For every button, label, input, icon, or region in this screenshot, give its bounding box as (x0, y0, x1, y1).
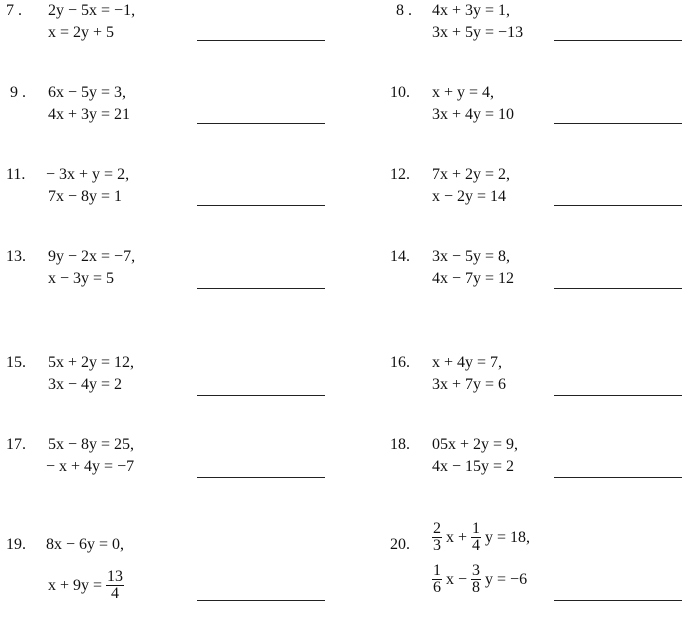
equation-term: x − (446, 571, 468, 589)
equation-1: − 3x + y = 2, (46, 166, 130, 183)
equation-1: 6x − 5y = 3, (48, 84, 127, 101)
answer-blank-9[interactable] (197, 123, 325, 124)
problem-number: 7 . (6, 2, 22, 19)
fraction (471, 563, 481, 596)
fraction (106, 569, 124, 602)
equation-1: 05x + 2y = 9, (432, 436, 519, 453)
answer-blank-12[interactable] (554, 205, 682, 206)
problem-number: 16. (390, 354, 410, 371)
fraction-denominator: 4 (111, 585, 120, 602)
equation-2: x − 3y = 5 (48, 270, 115, 287)
problem-number: 13. (6, 248, 26, 265)
problem-number: 12. (390, 166, 410, 183)
fraction-denominator: 8 (472, 579, 481, 596)
equation-term: y = 18, (485, 529, 531, 547)
fraction-numerator: 2 (433, 520, 441, 537)
equation-1: x + 4y = 7, (432, 354, 503, 371)
equation-1 (432, 522, 530, 555)
fraction-numerator: 3 (472, 562, 481, 579)
problem-number: 9 . (10, 84, 26, 101)
answer-blank-14[interactable] (554, 288, 682, 289)
equation-2: 3x + 5y = −13 (432, 24, 524, 41)
fraction-numerator: 1 (433, 562, 441, 579)
equation-2: 3x + 4y = 10 (432, 106, 515, 123)
answer-blank-20[interactable] (554, 600, 682, 601)
equation-2 (48, 570, 124, 603)
fraction-numerator: 13 (107, 568, 124, 585)
equation-1: 2y − 5x = −1, (48, 2, 136, 19)
equation-2: 4x + 3y = 21 (48, 106, 131, 123)
answer-blank-8[interactable] (554, 40, 682, 41)
fraction-numerator: 1 (472, 520, 481, 537)
fraction-denominator: 6 (433, 579, 441, 596)
problem-number: 8 . (396, 2, 412, 19)
problem-number: 10. (390, 84, 410, 101)
equation-2: x − 2y = 14 (432, 188, 507, 205)
equation-2: 3x − 4y = 2 (48, 376, 123, 393)
problem-number: 19. (6, 536, 26, 553)
answer-blank-19[interactable] (197, 600, 325, 601)
problem-number: 17. (6, 436, 26, 453)
equation-1: x + y = 4, (432, 84, 495, 101)
equation-1: 9y − 2x = −7, (48, 248, 136, 265)
equation-term: y = −6 (485, 571, 528, 589)
equation-1: 5x − 8y = 25, (48, 436, 135, 453)
equation-2: 7x − 8y = 1 (48, 188, 123, 205)
answer-blank-17[interactable] (197, 477, 325, 478)
answer-blank-11[interactable] (197, 205, 325, 206)
answer-blank-18[interactable] (554, 477, 682, 478)
problem-number: 14. (390, 248, 410, 265)
fraction (432, 563, 442, 596)
problem-number: 18. (390, 436, 410, 453)
answer-blank-7[interactable] (197, 40, 325, 41)
problem-number: 15. (6, 354, 26, 371)
fraction-denominator: 3 (433, 537, 441, 554)
answer-blank-16[interactable] (554, 395, 682, 396)
answer-blank-10[interactable] (554, 123, 682, 124)
equation-2: − x + 4y = −7 (46, 458, 135, 475)
equation-2: 4x − 7y = 12 (432, 270, 515, 287)
problem-number: 11. (6, 166, 26, 183)
fraction (471, 521, 481, 554)
problem-number: 20. (390, 536, 410, 553)
equation-lhs: x + 9y = (48, 577, 103, 595)
equation-2: x = 2y + 5 (48, 24, 115, 41)
equation-2: 3x + 7y = 6 (432, 376, 507, 393)
answer-blank-15[interactable] (197, 395, 325, 396)
equation-1: 8x − 6y = 0, (46, 536, 125, 553)
equation-1: 4x + 3y = 1, (432, 2, 511, 19)
equation-1: 7x + 2y = 2, (432, 166, 511, 183)
equation-1: 5x + 2y = 12, (48, 354, 135, 371)
equation-2: 4x − 15y = 2 (432, 458, 515, 475)
fraction (432, 521, 442, 554)
equation-1: 3x − 5y = 8, (432, 248, 511, 265)
equation-term: x + (446, 529, 468, 547)
equation-2 (432, 564, 527, 597)
answer-blank-13[interactable] (197, 288, 325, 289)
fraction-denominator: 4 (472, 537, 481, 554)
